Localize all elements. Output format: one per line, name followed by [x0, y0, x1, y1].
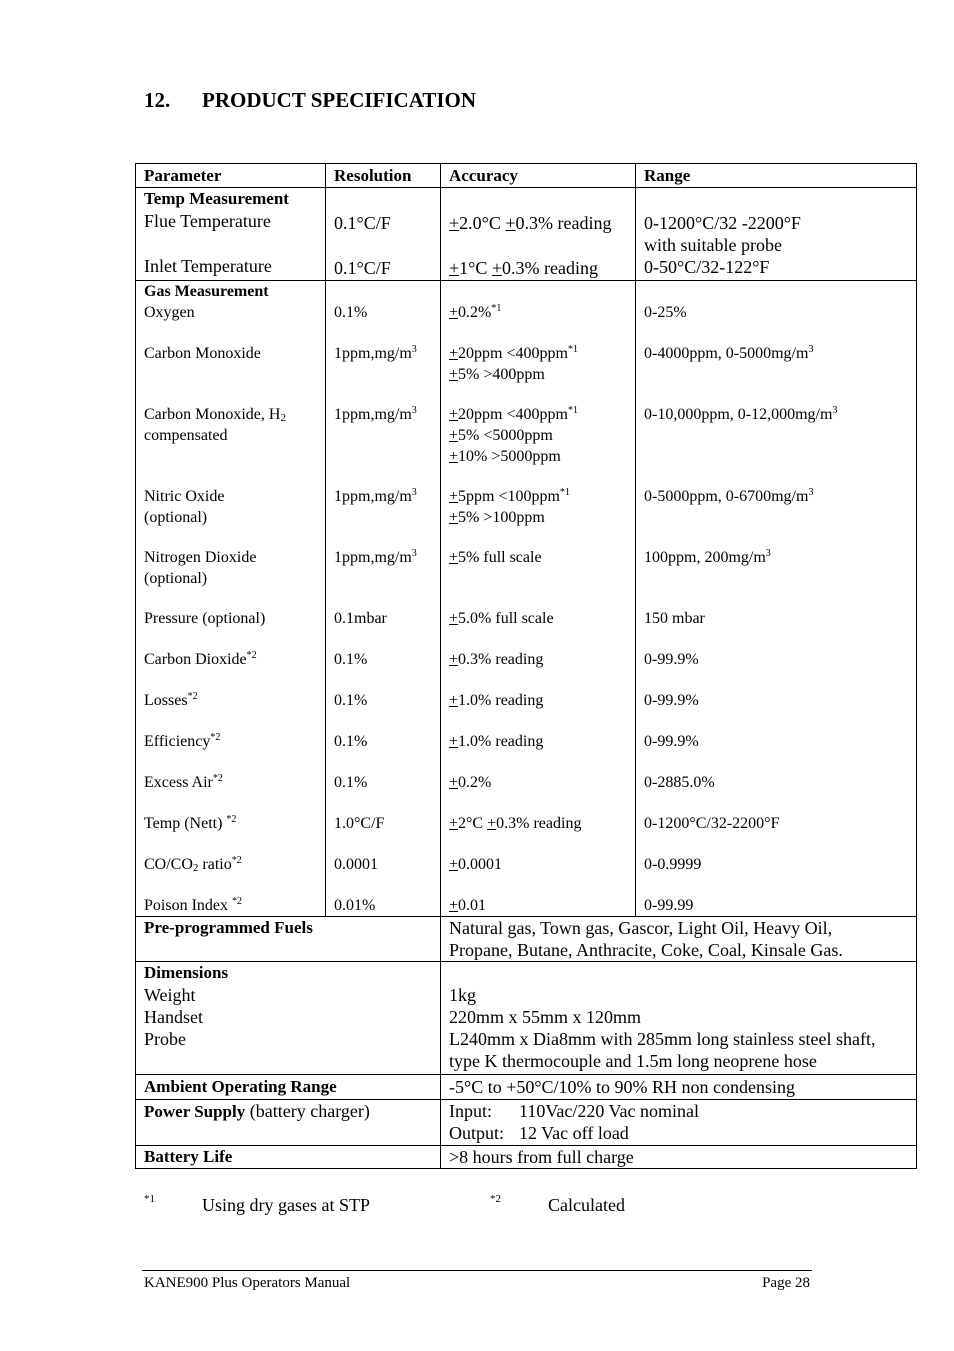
footer-manual-title: KANE900 Plus Operators Manual: [144, 1275, 351, 1291]
section-heading: [144, 88, 476, 113]
co2-resolution: 0.1%: [334, 651, 368, 668]
inlet-temp-resolution: 0.1°C/F: [334, 258, 391, 278]
pressure-range: 150 mbar: [644, 610, 705, 627]
coh2-range: 0-10,000ppm, $0-12,000mg/m^3$: [644, 405, 838, 423]
temp-nett-accuracy: +2°C +0.3% reading: [449, 815, 582, 832]
efficiency-accuracy: +1.0% reading: [449, 733, 544, 750]
temp-nett-range: 0-1200°C/32-2200°F: [644, 815, 780, 832]
flue-temp-range: 0-1200°C/32 -2200°F: [644, 213, 801, 233]
flue-temp-accuracy: +2.0°C +0.3% reading: [449, 213, 612, 233]
inlet-temp-name: Inlet Temperature: [144, 256, 272, 276]
dimensions-row: [136, 962, 917, 1075]
losses-accuracy: +1.0% reading: [449, 692, 544, 709]
power-label: Power Supply: [144, 1102, 246, 1121]
power-label-cell: [136, 1100, 441, 1146]
ambient-label: Ambient Operating Range: [136, 1075, 441, 1100]
header-resolution: Resolution: [326, 164, 441, 188]
poison-index-name: Poison Index $^{*2}$: [144, 896, 242, 914]
oxygen-range: 0-25%: [644, 304, 687, 321]
battery-row: [136, 1146, 917, 1169]
coh2-name: Carbon Monoxide, $H_2$ compensated: [144, 406, 286, 444]
co-resolution: $1ppm,mg/m^3$: [334, 344, 417, 362]
co-name: Carbon Monoxide: [144, 345, 261, 362]
excess-air-accuracy: +0.2%: [449, 774, 492, 791]
page-footer: [144, 1275, 810, 1292]
co-co2-ratio-name: $CO/CO_2$ ratio$^{*2}$: [144, 855, 242, 874]
ambient-value: -5°C to +50°C/10% to 90% RH non condensing: [441, 1075, 917, 1100]
coh2-accuracy: +20ppm <400ppm$^{*1}$ +5% <5000ppm +10% >5000ppm: [449, 405, 578, 465]
pressure-resolution: 0.1mbar: [334, 610, 387, 627]
co-co2-ratio-range: 0-0.9999: [644, 856, 702, 873]
probe-label: Probe: [144, 1029, 186, 1049]
co-range: 0-4000ppm, $0-5000mg/m^3$: [644, 344, 814, 362]
efficiency-resolution: 0.1%: [334, 733, 368, 750]
fuels-label: Pre-programmed Fuels: [136, 917, 441, 962]
temp-group-label: Temp Measurement: [144, 189, 289, 208]
co-co2-ratio-resolution: 0.0001: [334, 856, 378, 873]
no-name: Nitric Oxide (optional): [144, 488, 225, 526]
probe-value-line-1: L240mm x Dia8mm with 285mm long stainless steel shaft,: [449, 1029, 876, 1049]
power-label-note: (battery charger): [245, 1101, 370, 1121]
specification-table: [135, 163, 917, 1169]
footer-page-number: Page 28: [762, 1275, 810, 1291]
efficiency-name: Efficiency$^{*2}$: [144, 732, 221, 750]
ambient-row: [136, 1075, 917, 1100]
co2-name: Carbon Dioxide$^{*2}$: [144, 650, 257, 668]
no2-name: Nitrogen Dioxide (optional): [144, 549, 257, 587]
gas-group-label: Gas Measurement: [144, 283, 269, 300]
battery-label: Battery Life: [136, 1146, 441, 1169]
power-row: [136, 1100, 917, 1146]
no2-range: 100ppm, $200mg/m^3$: [644, 548, 771, 566]
section-number: 12.: [144, 88, 171, 112]
probe-value-line-2: type K thermocouple and 1.5m long neoprene hose: [449, 1051, 817, 1071]
flue-temp-name: Flue Temperature: [144, 211, 271, 231]
flue-temp-range-note: with suitable probe: [644, 235, 782, 255]
flue-temp-resolution: 0.1°C/F: [334, 213, 391, 233]
losses-range: 0-99.9%: [644, 692, 699, 709]
no-accuracy: +5ppm <100ppm$^{*1}$ +5% >100ppm: [449, 487, 570, 526]
temp-nett-resolution: 1.0°C/F: [334, 815, 385, 832]
fuels-line-2: Propane, Butane, Anthracite, Coke, Coal, Kinsale Gas.: [449, 940, 843, 960]
co-co2-ratio-accuracy: +0.0001: [449, 856, 503, 873]
no2-accuracy: +5% full scale: [449, 549, 542, 566]
section-title: PRODUCT SPECIFICATION: [202, 88, 477, 112]
losses-resolution: 0.1%: [334, 692, 368, 709]
coh2-resolution: $1ppm,mg/m^3$: [334, 405, 417, 423]
co2-accuracy: +0.3% reading: [449, 651, 544, 668]
no-range: 0-5000ppm, $0-6700mg/m^3$: [644, 487, 814, 505]
inlet-temp-range: 0-50°C/32-122°F: [644, 257, 770, 277]
pressure-accuracy: +5.0% full scale: [449, 610, 554, 627]
table-header-row: [136, 164, 917, 188]
excess-air-resolution: 0.1%: [334, 774, 368, 791]
oxygen-resolution: 0.1%: [334, 304, 368, 321]
excess-air-range: 0-2885.0%: [644, 774, 715, 791]
fuels-line-1: Natural gas, Town gas, Gascor, Light Oil, Heavy Oil,: [449, 918, 833, 938]
poison-index-resolution: 0.01%: [334, 897, 376, 914]
pressure-name: Pressure (optional): [144, 610, 266, 627]
handset-value: 220mm x 55mm x 120mm: [449, 1007, 642, 1027]
efficiency-range: 0-99.9%: [644, 733, 699, 750]
battery-value: >8 hours from full charge: [441, 1146, 917, 1169]
poison-index-accuracy: +0.01: [449, 897, 487, 914]
co-accuracy: +20ppm <400ppm$^{*1}$ +5% >400ppm: [449, 344, 578, 383]
power-input: Input: 110Vac/220 Vac nominal: [449, 1101, 699, 1121]
header-range: Range: [636, 164, 917, 188]
header-parameter: Parameter: [136, 164, 326, 188]
gas-measurement-row: [136, 281, 917, 917]
temp-nett-name: Temp (Nett) $^{*2}$: [144, 814, 237, 832]
weight-value: 1kg: [449, 985, 476, 1005]
no-resolution: $1ppm,mg/m^3$: [334, 487, 417, 505]
no2-resolution: $1ppm,mg/m^3$: [334, 548, 417, 566]
poison-index-range: 0-99.99: [644, 897, 694, 914]
weight-label: Weight: [144, 985, 196, 1005]
header-accuracy: Accuracy: [441, 164, 636, 188]
power-output: Output: 12 Vac off load: [449, 1123, 629, 1143]
co2-range: 0-99.9%: [644, 651, 699, 668]
losses-name: Losses$^{*2}$: [144, 691, 198, 709]
dimensions-label: Dimensions: [144, 963, 229, 982]
excess-air-name: Excess Air$^{*2}$: [144, 773, 223, 791]
temp-measurement-row: [136, 188, 917, 281]
footer-rule: [142, 1270, 812, 1271]
inlet-temp-accuracy: +1°C +0.3% reading: [449, 258, 598, 278]
oxygen-accuracy: +0.2%$^{*1}$: [449, 303, 502, 321]
handset-label: Handset: [144, 1007, 203, 1027]
oxygen-name: Oxygen: [144, 304, 195, 321]
footnotes: *1 Using dry gases at STP *2 Calculated: [144, 1193, 625, 1215]
fuels-row: [136, 917, 917, 962]
